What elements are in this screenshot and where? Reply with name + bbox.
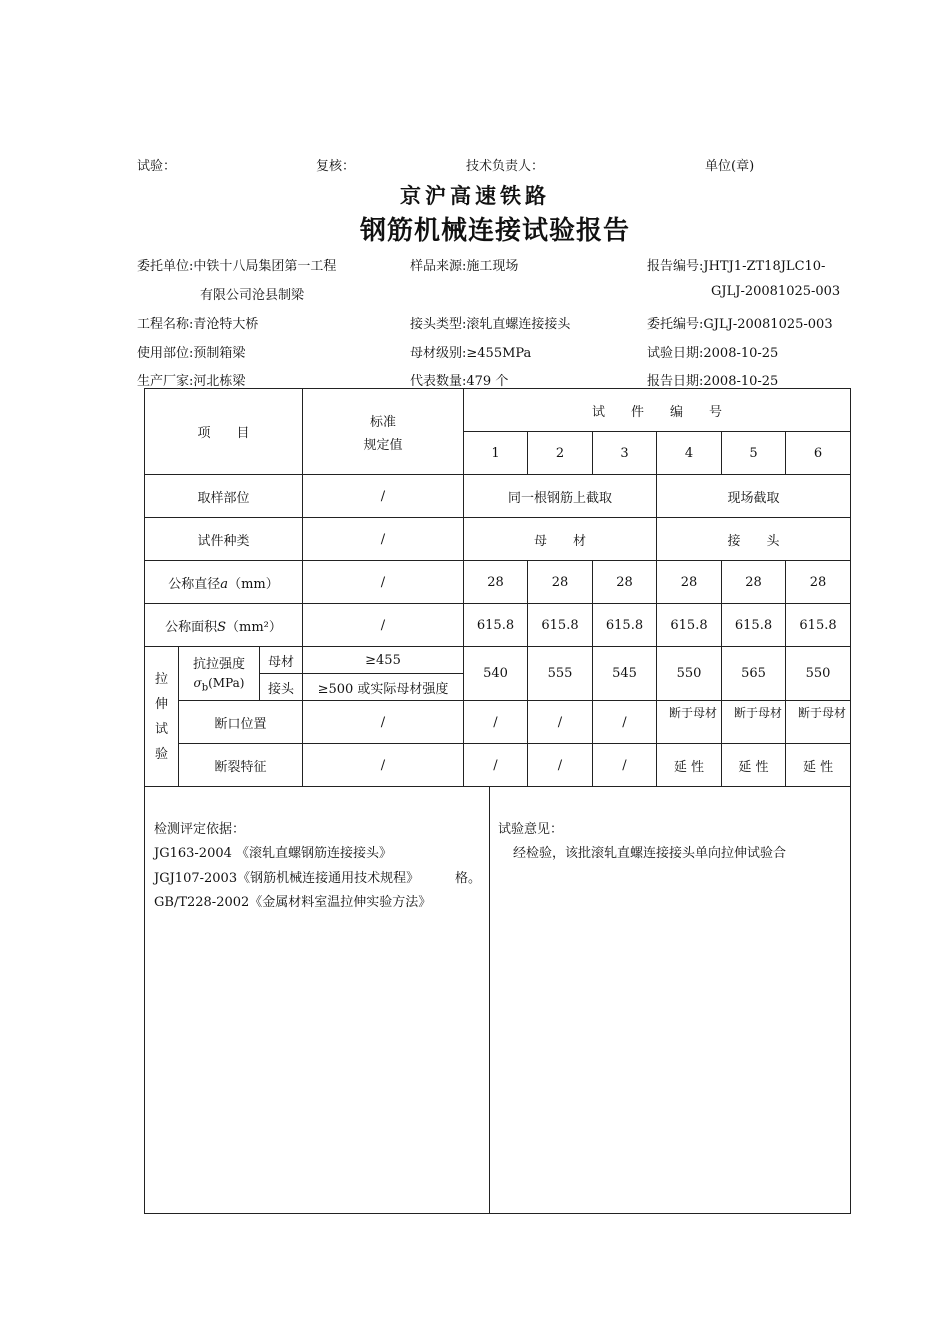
- project-name: 工程名称:青沧特大桥: [137, 317, 259, 332]
- basis-title: 检测评定依据：: [154, 822, 246, 837]
- strength-value: 540: [464, 647, 528, 701]
- diameter-value: 28: [593, 561, 657, 604]
- fracture-position-value: /: [593, 701, 657, 744]
- opinion-text: 经检验，该批滚轧直螺连接接头单向拉伸试验合: [513, 846, 787, 861]
- fracture-position-value: /: [528, 701, 593, 744]
- sampling-row: [145, 475, 851, 518]
- joint-type: 接头类型:滚轧直螺连接接头: [410, 317, 571, 332]
- tensile-char: 伸: [154, 696, 168, 712]
- specimen-type-group2: 接 头: [657, 518, 851, 561]
- header-row-1: [145, 389, 851, 432]
- diameter-value: 28: [464, 561, 528, 604]
- diameter-value: 28: [786, 561, 851, 604]
- test-results-table: [144, 388, 851, 787]
- client-line2: 有限公司沧县制梁: [200, 288, 305, 303]
- diameter-value: 28: [528, 561, 593, 604]
- specimen-number: 2: [528, 432, 593, 475]
- area-standard: /: [303, 604, 464, 647]
- joint-label: 接头: [260, 674, 303, 701]
- specimen-number: 3: [593, 432, 657, 475]
- fracture-feature-value: 延 性: [722, 744, 786, 787]
- client-line1: 委托单位:中铁十八局集团第一工程: [137, 259, 337, 274]
- sigma-subscript: b: [201, 682, 209, 694]
- fracture-feature-row: [145, 744, 851, 787]
- sample-source: 样品来源:施工现场: [410, 259, 519, 274]
- item-header: 项 目: [145, 389, 303, 475]
- specimen-type-row: [145, 518, 851, 561]
- joint-standard: ≥500 或实际母材强度: [303, 674, 464, 701]
- specimen-number-header: 试 件 编 号: [464, 389, 851, 432]
- tensile-test-group-label: [145, 647, 179, 787]
- diameter-value: 28: [657, 561, 722, 604]
- specimen-number: 5: [722, 432, 786, 475]
- usage-location: 使用部位:预制箱梁: [137, 346, 246, 361]
- specimen-type-group1: 母 材: [464, 518, 657, 561]
- diameter-symbol: a: [220, 576, 229, 592]
- fracture-feature-value: /: [528, 744, 593, 787]
- strength-label: 抗拉强度: [192, 657, 245, 673]
- area-unit: （mm²）: [226, 619, 282, 635]
- specimen-number: 6: [786, 432, 851, 475]
- fracture-feature-label: 断裂特征: [179, 744, 303, 787]
- area-value: 615.8: [657, 604, 722, 647]
- fracture-position-value: /: [464, 701, 528, 744]
- test-date: 试验日期:2008-10-25: [647, 346, 779, 361]
- area-label-cell: [145, 604, 303, 647]
- opinion-text-continuation: 格。: [455, 871, 482, 886]
- report-number-line1: 报告编号:JHTJ1-ZT18JLC10-: [647, 259, 826, 274]
- tech-lead-signature: 技术负责人：: [466, 159, 545, 174]
- report-title-line1: 京沪高速铁路: [400, 183, 550, 208]
- evaluation-basis-box: [144, 787, 490, 1214]
- sampling-label: 取样部位: [145, 475, 303, 518]
- area-row: [145, 604, 851, 647]
- fracture-feature-value: 延 性: [786, 744, 851, 787]
- strength-symbol: [179, 676, 259, 693]
- specimen-type-label: 试件种类: [145, 518, 303, 561]
- strength-row-base: [145, 647, 851, 674]
- sampling-group1: 同一根钢筋上截取: [464, 475, 657, 518]
- diameter-unit: （mm）: [228, 576, 279, 592]
- specimen-number: 4: [657, 432, 722, 475]
- tensile-char: 试: [154, 721, 168, 737]
- diameter-value: 28: [722, 561, 786, 604]
- area-value: 615.8: [464, 604, 528, 647]
- strength-value: 555: [528, 647, 593, 701]
- fracture-position-value: 断于母材: [657, 701, 722, 744]
- strength-value: 565: [722, 647, 786, 701]
- unit-seal: 单位(章): [705, 159, 755, 174]
- sampling-group2: 现场截取: [657, 475, 851, 518]
- standard-header-line2: 规定值: [363, 437, 403, 453]
- area-value: 615.8: [786, 604, 851, 647]
- diameter-label-cell: [145, 561, 303, 604]
- opinion-title: 试验意见：: [498, 822, 564, 837]
- sigma-symbol: σ: [193, 676, 202, 691]
- specimen-type-standard: /: [303, 518, 464, 561]
- sampling-standard: /: [303, 475, 464, 518]
- fracture-position-value: 断于母材: [722, 701, 786, 744]
- manufacturer: 生产厂家:河北栋梁: [137, 374, 246, 389]
- fracture-feature-value: /: [464, 744, 528, 787]
- fracture-position-row: [145, 701, 851, 744]
- strength-value: 550: [786, 647, 851, 701]
- strength-unit: (MPa): [208, 676, 245, 691]
- diameter-standard: /: [303, 561, 464, 604]
- fracture-position-value: 断于母材: [786, 701, 851, 744]
- standard-header-line1: 标准: [369, 414, 396, 430]
- area-value: 615.8: [593, 604, 657, 647]
- tensile-char: 拉: [154, 671, 168, 687]
- area-value: 615.8: [528, 604, 593, 647]
- specimen-number: 1: [464, 432, 528, 475]
- fracture-feature-value: 延 性: [657, 744, 722, 787]
- basis-item: JGJ107-2003《钢筋机械连接通用技术规程》: [154, 871, 420, 886]
- tester-signature: 试验：: [137, 159, 177, 174]
- report-number-line2: GJLJ-20081025-003: [711, 284, 841, 299]
- reviewer-signature: 复核：: [316, 159, 356, 174]
- fracture-feature-standard: /: [303, 744, 464, 787]
- strength-value: 545: [593, 647, 657, 701]
- diameter-label: 公称直径: [168, 576, 221, 592]
- quantity: 代表数量:479 个: [410, 374, 509, 389]
- basis-item: JG163-2004 《滚轧直螺钢筋连接接头》: [154, 846, 393, 861]
- fracture-position-standard: /: [303, 701, 464, 744]
- base-material-standard: ≥455: [303, 647, 464, 674]
- strength-value: 550: [657, 647, 722, 701]
- base-grade: 母材级别:≥455MPa: [410, 346, 532, 361]
- area-symbol: S: [217, 619, 227, 635]
- standard-header: [303, 389, 464, 475]
- basis-item: GB/T228-2002《金属材料室温拉伸实验方法》: [154, 895, 432, 910]
- fracture-position-label: 断口位置: [179, 701, 303, 744]
- report-title-line2: 钢筋机械连接试验报告: [359, 216, 630, 246]
- test-opinion-box: [489, 787, 851, 1214]
- tensile-char: 验: [154, 746, 168, 762]
- area-label: 公称面积: [165, 619, 218, 635]
- fracture-feature-value: /: [593, 744, 657, 787]
- commission-number: 委托编号:GJLJ-20081025-003: [647, 317, 833, 332]
- area-value: 615.8: [722, 604, 786, 647]
- strength-label-cell: [179, 647, 260, 701]
- base-material-label: 母材: [260, 647, 303, 674]
- report-date: 报告日期:2008-10-25: [647, 374, 779, 389]
- diameter-row: [145, 561, 851, 604]
